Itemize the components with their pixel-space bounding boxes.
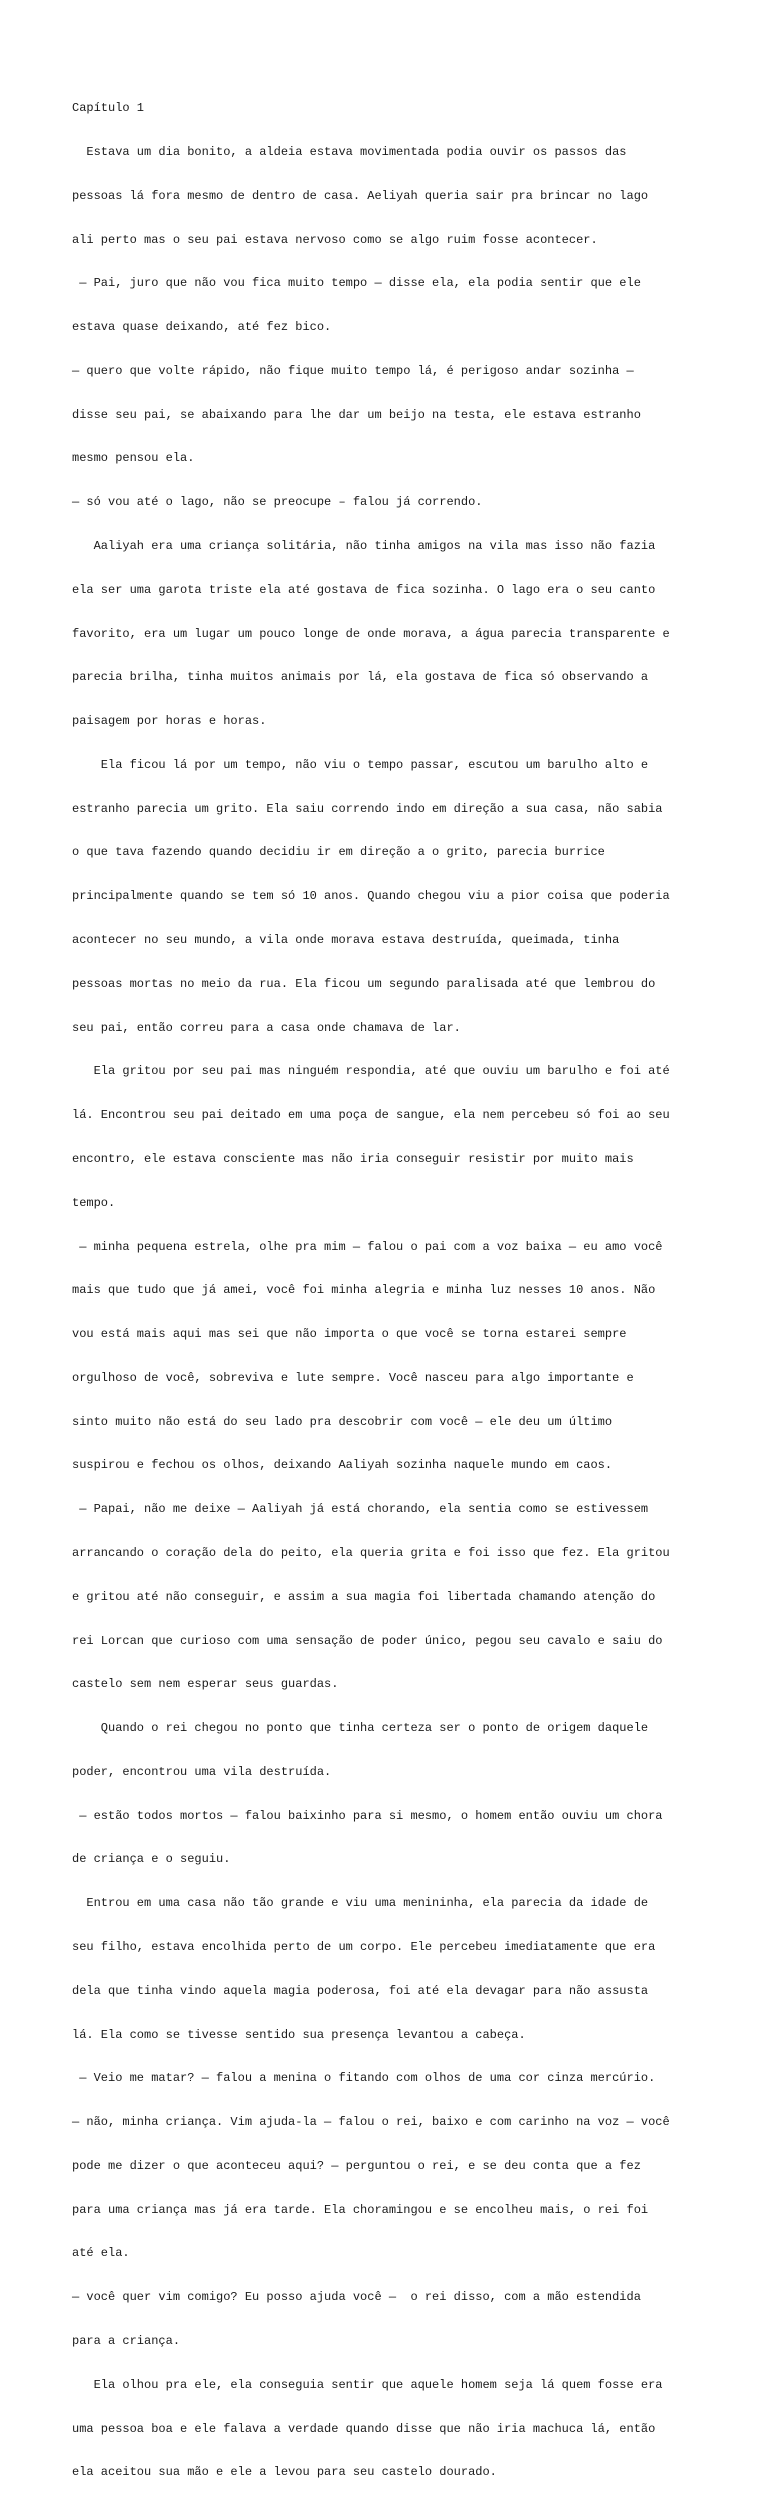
text-line: mesmo pensou ela.: [72, 451, 195, 466]
text-line: seu pai, então correu para a casa onde chamava de lar.: [72, 1020, 461, 1035]
text-line: pessoas lá fora mesmo de dentro de casa. Aeliyah queria sair pra brincar no lago: [72, 188, 649, 203]
text-line: rei Lorcan que curioso com uma sensação de poder único, pegou seu cavalo e saiu do: [72, 1633, 663, 1648]
text-line: tempo.: [72, 1195, 116, 1210]
text-line: estava quase deixando, até fez bico.: [72, 320, 332, 335]
text-line: disse seu pai, se abaixando para lhe dar um beijo na testa, ele estava estranho: [72, 407, 641, 422]
text-line: pode me dizer o que aconteceu aqui? — perguntou o rei, e se deu conta que a fez: [72, 2158, 641, 2173]
text-line: Quando o rei chegou no ponto que tinha certeza ser o ponto de origem daquele: [72, 1721, 649, 1736]
text-line: Aaliyah era uma criança solitária, não tinha amigos na vila mas isso não fazia: [72, 539, 656, 553]
text-line: ela aceitou sua mão e ele a levou para seu castelo dourado.: [72, 2465, 497, 2480]
text-line: o que tava fazendo quando decidiu ir em direção a o grito, parecia burrice: [72, 845, 605, 860]
text-line: suspirou e fechou os olhos, deixando Aaliyah sozinha naquele mundo em caos.: [72, 1458, 613, 1473]
text-line: paisagem por horas e horas.: [72, 714, 267, 729]
text-line: — estão todos mortos — falou baixinho para si mesmo, o homem então ouviu um chora: [72, 1808, 663, 1823]
chapter-text: [72, 72, 712, 2509]
text-line: — não, minha criança. Vim ajuda-la — falou o rei, baixo e com carinho na voz — você: [72, 2115, 670, 2130]
text-line: e gritou até não conseguir, e assim a sua magia foi libertada chamando atenção do: [72, 1589, 656, 1604]
text-line: castelo sem nem esperar seus guardas.: [72, 1677, 339, 1692]
text-line: Estava um dia bonito, a aldeia estava movimentada podia ouvir os passos das: [72, 144, 627, 159]
text-line: vou está mais aqui mas sei que não importa o que você se torna estarei sempre: [72, 1327, 627, 1342]
text-line: — quero que volte rápido, não fique muito tempo lá, é perigoso andar sozinha —: [72, 363, 634, 378]
text-line: — Veio me matar? — falou a menina o fitando com olhos de uma cor cinza mercúrio.: [72, 2071, 656, 2086]
text-line: — Papai, não me deixe — Aaliyah já está chorando, ela sentia como se estivessem: [72, 1502, 649, 1517]
text-line: Ela olhou pra ele, ela conseguia sentir que aquele homem seja lá quem fosse era: [72, 2377, 663, 2392]
text-line: Ela ficou lá por um tempo, não viu o tempo passar, escutou um barulho alto e: [72, 757, 649, 772]
text-line: uma pessoa boa e ele falava a verdade quando disse que não iria machuca lá, então: [72, 2421, 656, 2436]
text-line: Ela gritou por seu pai mas ninguém respondia, até que ouviu um barulho e foi até: [72, 1064, 670, 1079]
text-line: para uma criança mas já era tarde. Ela choramingou e se encolheu mais, o rei foi: [72, 2202, 649, 2217]
text-line: para a criança.: [72, 2334, 181, 2349]
text-line: sinto muito não está do seu lado pra descobrir com você — ele deu um último: [72, 1414, 613, 1429]
text-line: parecia brilha, tinha muitos animais por lá, ela gostava de fica só observando a: [72, 670, 649, 685]
text-line: mais que tudo que já amei, você foi minha alegria e minha luz nesses 10 anos. Não: [72, 1283, 656, 1298]
text-line: pessoas mortas no meio da rua. Ela ficou um segundo paralisada até que lembrou do: [72, 976, 656, 991]
text-line: acontecer no seu mundo, a vila onde morava estava destruída, queimada, tinha: [72, 933, 620, 948]
text-line: lá. Ela como se tivesse sentido sua presença levantou a cabeça.: [72, 2027, 526, 2042]
text-line: principalmente quando se tem só 10 anos. Quando chegou viu a pior coisa que poderia: [72, 889, 670, 904]
text-line: ela ser uma garota triste ela até gostava de fica sozinha. O lago era o seu canto: [72, 582, 656, 597]
text-line: ali perto mas o seu pai estava nervoso como se algo ruim fosse acontecer.: [72, 232, 598, 247]
text-line: — minha pequena estrela, olhe pra mim — falou o pai com a voz baixa — eu amo você: [72, 1239, 663, 1254]
text-line: arrancando o coração dela do peito, ela queria grita e foi isso que fez. Ela gritou: [72, 1545, 670, 1560]
text-line: favorito, era um lugar um pouco longe de onde morava, a água parecia transparente e: [72, 626, 670, 641]
text-line: orgulhoso de você, sobreviva e lute sempre. Você nasceu para algo importante e: [72, 1370, 634, 1385]
text-line: seu filho, estava encolhida perto de um corpo. Ele percebeu imediatamente que era: [72, 1940, 656, 1954]
text-line: até ela.: [72, 2246, 130, 2261]
text-line: encontro, ele estava consciente mas não iria conseguir resistir por muito mais: [72, 1151, 634, 1166]
text-line: Entrou em uma casa não tão grande e viu uma menininha, ela parecia da idade de: [72, 1896, 649, 1911]
text-line: — você quer vim comigo? Eu posso ajuda você — o rei disso, com a mão estendida: [72, 2290, 641, 2305]
text-line: estranho parecia um grito. Ela saiu correndo indo em direção a sua casa, não sabia: [72, 801, 663, 816]
text-line: lá. Encontrou seu pai deitado em uma poça de sangue, ela nem percebeu só foi ao seu: [72, 1108, 670, 1123]
text-line: de criança e o seguiu.: [72, 1852, 231, 1867]
text-line: — Pai, juro que não vou fica muito tempo — disse ela, ela podia sentir que ele: [72, 276, 641, 291]
text-line: dela que tinha vindo aquela magia poderosa, foi até ela devagar para não assusta: [72, 1983, 649, 1998]
chapter-heading: Capítulo 1: [72, 101, 145, 116]
text-line: — só vou até o lago, não se preocupe – falou já correndo.: [72, 495, 483, 510]
text-line: poder, encontrou uma vila destruída.: [72, 1764, 332, 1779]
